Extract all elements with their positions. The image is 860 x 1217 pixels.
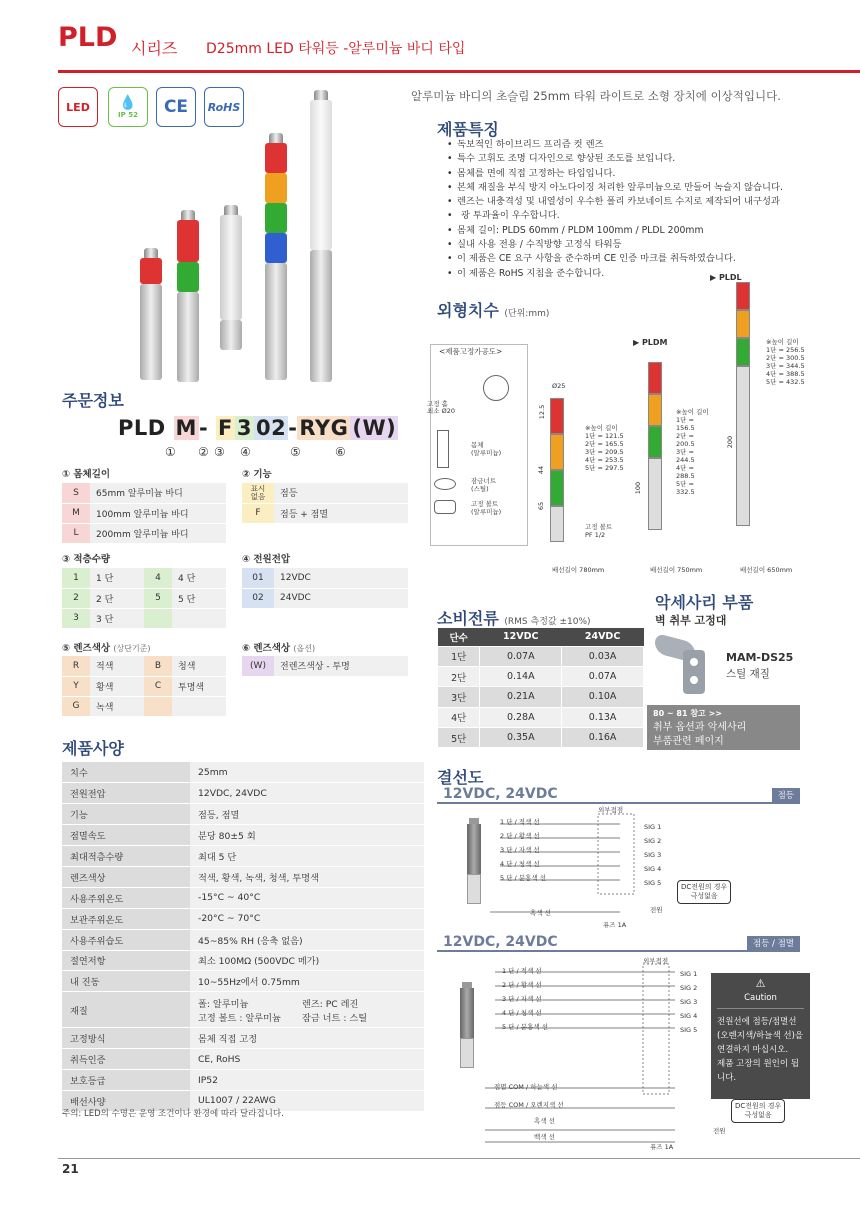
dim-200: 200	[726, 435, 735, 449]
wiring-diagram-2	[475, 962, 705, 1152]
spec-key: 보관주위온도	[62, 908, 190, 929]
order-title: 주문정보	[62, 391, 124, 410]
drop-icon: 💧	[119, 95, 137, 111]
spec-value: IP52	[190, 1070, 424, 1091]
sig-2: SIG 2	[644, 837, 662, 845]
code-lens: RYG	[299, 416, 349, 440]
num-5: ⑤	[290, 445, 301, 459]
pldl-drawing	[720, 278, 810, 580]
spec-row	[62, 866, 424, 887]
body-material: (알루미늄)	[471, 449, 502, 457]
sig-5-2: SIG 5	[680, 1026, 698, 1034]
spec-value: 45~85% RH (응축 없음)	[190, 929, 424, 950]
cable-length-2: 배선길이 750mm	[650, 566, 703, 574]
num-1: ①	[165, 445, 176, 459]
hole-size: 최소 Ø20	[427, 407, 456, 415]
group-lens-title: ⑤ 렌즈색상 (상단기준)	[62, 643, 151, 654]
page-number: 21	[62, 1162, 79, 1176]
spec-key: 최대적층수량	[62, 846, 190, 867]
dim-100: 100	[634, 481, 643, 495]
intro-text: 알루미늄 바디의 초슬림 25mm 타워 라이트로 소형 장치에 이상적입니다.	[411, 89, 781, 103]
dc-note-2: DC전원의 경우 극성없음	[731, 1099, 785, 1123]
plds-heights: ※높이 길이 1단 = 121.5 2단 = 165.5 3단 = 209.5 4단 = 253.5 5단 = 297.5	[585, 424, 624, 472]
pldm-label: ▶ PLDM	[633, 338, 668, 347]
black-wire-label-2: 흑색 선	[534, 1117, 555, 1125]
spec-row	[62, 971, 424, 992]
spec-value: 분당 80±5 회	[190, 825, 424, 846]
spec-key: 치수	[62, 762, 190, 783]
wiring-title: 결선도	[437, 768, 484, 787]
external-contact-label: 외부접점	[598, 806, 624, 814]
accessory-sub: 벽 취부 고정대	[655, 614, 727, 627]
dim-44: 44	[537, 465, 546, 475]
sig-3: SIG 3	[644, 851, 662, 859]
feature-item: • 몸체를 면에 직접 고정하는 타입입니다.	[447, 167, 783, 181]
white-wire-label: 백색 선	[534, 1133, 555, 1141]
body-drawing	[437, 430, 449, 468]
wire-1-label-2: 1 단 / 적색 선	[502, 967, 542, 975]
code-function: F	[217, 416, 233, 440]
spec-key: 고정방식	[62, 1028, 190, 1049]
spec-row	[62, 762, 424, 783]
spec-row	[62, 908, 424, 929]
code-dash: -	[198, 416, 209, 440]
code-prefix: PLD	[118, 416, 166, 440]
header-divider	[58, 70, 860, 73]
wire-3-label-2: 3 단 / 자색 선	[502, 995, 542, 1003]
wire-1-label: 1 단 / 적색 선	[500, 818, 540, 826]
plds-drawing	[535, 380, 630, 580]
accessory-material: 스틸 재질	[726, 668, 770, 680]
function-table: 표시 없음 점등 F 점등 + 점멸	[242, 483, 408, 524]
spec-value: 최소 100MΩ (500VDC 메가)	[190, 950, 424, 971]
current-table: 단수 12VDC 24VDC 1단 0.07A 0.03A 2단 0.14A 0.07A 3단 0.21A 0.10A 4단 0.28A 0.13A 5단 0.35A 0.16A	[437, 628, 644, 748]
num-6: ⑥	[335, 445, 346, 459]
feature-item: • 이 제품은 RoHS 지침을 준수합니다.	[447, 267, 783, 281]
spec-key: 절연저항	[62, 950, 190, 971]
features-title: 제품특징	[437, 120, 499, 139]
led-badge-icon	[58, 87, 98, 127]
order-code	[118, 416, 398, 440]
pldl-label: ▶ PLDL	[710, 273, 742, 282]
spec-key: 사용주위온도	[62, 887, 190, 908]
fuse-label-2: 퓨즈 1A	[650, 1143, 674, 1151]
spec-note: 주의: LED의 수명은 운영 조건이나 환경에 따라 달라집니다.	[62, 1109, 284, 1119]
spec-value: 폴: 알루미늄 렌즈: PC 레진 고정 볼트 : 알루미늄 잠금 너트 : 스틸	[190, 992, 424, 1028]
feature-item: • 본체 재질을 부식 방지 아노다이징 처리한 알루미늄으로 만들어 녹슬지 않습니다.	[447, 181, 783, 195]
caution-line: (오렌지색/하늘색 선)을	[717, 1031, 804, 1041]
dim-12-5: 12.5	[538, 404, 547, 420]
accessory-ref-link[interactable]	[647, 705, 800, 750]
spec-key: 재질	[62, 992, 190, 1028]
dimensions-title	[437, 298, 549, 321]
spec-key: 사용주위습도	[62, 929, 190, 950]
bracket-icon	[655, 628, 717, 694]
num-3: ③	[214, 445, 225, 459]
spec-row	[62, 1028, 424, 1049]
feature-item: • 독보적인 하이브리드 프리즘 컷 렌즈	[447, 138, 783, 152]
led-badge-text: LED	[66, 100, 90, 114]
spec-table	[62, 762, 424, 1112]
pldm-heights: ※높이 길이 1단 = 156.5 2단 = 200.5 3단 = 244.5 4단 = 288.5 5단 = 332.5	[676, 408, 709, 496]
power-label: 전원	[650, 906, 663, 914]
feature-item: • 광 투과율이 우수합니다.	[447, 209, 783, 223]
wire-5-label-2: 5 단 / 분홍색 선	[502, 1023, 548, 1031]
spec-row	[62, 804, 424, 825]
current-title: 소비전류 (RMS 측정값 ±10%)	[437, 609, 591, 628]
spec-value: 25mm	[190, 762, 424, 783]
spec-key: 기능	[62, 804, 190, 825]
wire-4-label-2: 4 단 / 청색 선	[502, 1009, 542, 1017]
sig-1-2: SIG 1	[680, 970, 698, 978]
pldm-drawing	[628, 352, 713, 580]
nut-drawing	[434, 478, 456, 490]
sig-1: SIG 1	[644, 823, 662, 831]
caution-title: Caution	[744, 993, 777, 1003]
wire-4-label: 4 단 / 청색 선	[500, 860, 540, 868]
fixing-hole-panel	[427, 344, 528, 546]
pf-size: PF 1/2	[585, 531, 606, 539]
spec-value: UL1007 / 22AWG	[190, 1090, 424, 1111]
footer-divider	[58, 1158, 860, 1159]
steady-com-label: 점등 COM / 오렌지색 선	[494, 1101, 564, 1109]
nut-material: (스틸)	[471, 485, 489, 493]
sig-5: SIG 5	[644, 879, 662, 887]
spec-key: 점멸속도	[62, 825, 190, 846]
group-tiers-title: ③ 적층수량	[62, 554, 111, 565]
page-subtitle: D25mm LED 타워등 -알루미늄 바디 타입	[206, 41, 466, 57]
bolt-drawing	[434, 500, 456, 514]
fixing-hole-title: <제품고정가공도>	[439, 347, 503, 356]
ce-badge-text: CE	[163, 97, 189, 117]
hole-label: 고정 홀	[427, 400, 448, 408]
ref-page: 80 ~ 81 참고 >>	[653, 709, 722, 718]
spec-value: 몸체 직접 고정	[190, 1028, 424, 1049]
spec-value: 12VDC, 24VDC	[190, 783, 424, 804]
caution-line: 전원선에 점등/점멸선	[717, 1017, 797, 1027]
spec-value: -15°C ~ 40°C	[190, 887, 424, 908]
wire-3-label: 3 단 / 자색 선	[500, 846, 540, 854]
spec-value: 최대 5 단	[190, 846, 424, 867]
spec-value: CE, RoHS	[190, 1049, 424, 1070]
fuse-label: 퓨즈 1A	[603, 921, 627, 929]
warning-icon: ⚠	[755, 977, 766, 990]
group-body-title: ① 몸체길이	[62, 469, 111, 480]
spec-key: 취득인증	[62, 1049, 190, 1070]
accessory-title: 악세사리 부품	[655, 593, 754, 612]
external-contact-label-2: 외부접점	[643, 957, 669, 965]
black-wire-label: 흑색 선	[530, 909, 551, 917]
spec-value: 점등, 점멸	[190, 804, 424, 825]
feature-item: • 몸체 길이: PLDS 60mm / PLDM 100mm / PLDL 200mm	[447, 224, 783, 238]
group-lens-option-title: ⑥ 렌즈색상 (옵션)	[242, 643, 316, 654]
dc-note-1: DC전원의 경우 극성없음	[677, 880, 731, 904]
power-label-2: 전원	[713, 1127, 726, 1135]
cable-length-1: 배선길이 780mm	[552, 566, 605, 574]
feature-item: • 렌즈는 내충격성 및 내열성이 우수한 폴리 카보네이트 수지로 제작되어 내구성과	[447, 195, 783, 209]
rohs-badge-text: RoHS	[207, 100, 241, 114]
spec-row	[62, 783, 424, 804]
spec-row-material	[62, 992, 424, 1028]
body-length-table: S 65mm 알루미늄 바디 M 100mm 알루미늄 바디 L 200mm 알루미늄 바디	[62, 483, 226, 544]
spec-row	[62, 846, 424, 867]
voltage-table: 01 12VDC 02 24VDC	[242, 568, 408, 609]
product-photo	[130, 90, 350, 390]
caution-line: 제품 고장의 원인이 됩니다.	[717, 1059, 800, 1083]
dimensions-title-text: 외형치수	[437, 301, 499, 320]
spec-key: 배선사양	[62, 1090, 190, 1111]
ref-text-1: 취부 옵션과 악세사리	[653, 722, 747, 733]
caution-box	[711, 973, 810, 1099]
flash-com-label: 점멸 COM / 하늘색 선	[494, 1083, 558, 1091]
dim-65: 65	[537, 501, 546, 511]
nut-label: 잠금너트	[471, 477, 497, 485]
group-function-title: ② 기능	[242, 469, 272, 480]
lens-table: R 적색 B 청색 Y 황색 C 투명색 G 녹색	[62, 656, 226, 717]
group-voltage-title: ④ 전원전압	[242, 554, 291, 565]
num-4: ④	[240, 445, 251, 459]
wire-2-label-2: 2 단 / 황색 선	[502, 981, 542, 989]
code-lens-option: (W)	[352, 416, 397, 440]
spec-value: -20°C ~ 70°C	[190, 908, 424, 929]
wire-5-label: 5 단 / 분홍색 선	[500, 874, 546, 882]
spec-row	[62, 1049, 424, 1070]
wire-2-label: 2 단 / 황색 선	[500, 832, 540, 840]
code-voltage: 02	[255, 416, 287, 440]
features-list	[447, 138, 783, 281]
code-tiers: 3	[236, 416, 252, 440]
sig-4-2: SIG 4	[680, 1012, 698, 1020]
code-dash: -	[288, 416, 298, 440]
tiers-table: 1 1 단 4 4 단 2 2 단 5 5 단 3 3 단	[62, 568, 226, 629]
spec-row	[62, 887, 424, 908]
feature-item: • 실내 사용 전용 / 수직방향 고정식 타워등	[447, 238, 783, 252]
spec-value: 10~55Hz에서 0.75mm	[190, 971, 424, 992]
dimensions-unit: (단위:mm)	[504, 309, 550, 319]
sig-4: SIG 4	[644, 865, 662, 873]
ref-text-2: 부품관련 페이지	[653, 736, 724, 747]
caution-line: 연결하지 마십시오.	[717, 1045, 789, 1055]
lens-option-table: (W) 전렌즈색상 - 투명	[242, 656, 408, 677]
code-body: M	[175, 416, 197, 440]
bolt-label: 고정 볼트	[471, 500, 499, 508]
accessory-model: MAM-DS25	[726, 651, 794, 664]
spec-key: 내 진동	[62, 971, 190, 992]
feature-item: • 특수 고휘도 조명 디자인으로 향상된 조도를 보입니다.	[447, 152, 783, 166]
wiring-tower-2	[459, 982, 475, 1072]
body-label: 몸체	[471, 441, 484, 449]
feature-item: • 이 제품은 CE 요구 사항을 준수하며 CE 인증 마크를 취득하였습니다.	[447, 252, 783, 266]
wiring-header-2: 12VDC, 24VDC 점등 / 점멸	[437, 936, 800, 952]
page-title: PLD	[58, 22, 118, 53]
spec-value: 적색, 황색, 녹색, 청색, 투명색	[190, 866, 424, 887]
pldl-heights: ※높이 길이 1단 = 256.5 2단 = 300.5 3단 = 344.5 4단 = 388.5 5단 = 432.5	[766, 338, 805, 386]
spec-key: 보호등급	[62, 1070, 190, 1091]
spec-row	[62, 825, 424, 846]
spec-title: 제품사양	[62, 739, 124, 758]
sig-3-2: SIG 3	[680, 998, 698, 1006]
spec-row	[62, 950, 424, 971]
bolt-material: (알루미늄)	[471, 508, 502, 516]
spec-key: 전원전압	[62, 783, 190, 804]
hole-circle-icon	[483, 375, 509, 401]
pf-bolt-label: 고정 볼트	[585, 523, 613, 531]
diameter-label: Ø25	[552, 382, 566, 390]
sig-2-2: SIG 2	[680, 984, 698, 992]
wiring-header-1: 12VDC, 24VDC 점등	[437, 788, 800, 804]
spec-row	[62, 1070, 424, 1091]
series-label: 시리즈	[131, 39, 178, 58]
cable-length-3: 배선길이 650mm	[740, 566, 793, 574]
spec-key: 렌즈색상	[62, 866, 190, 887]
ip-badge-text: IP 52	[118, 111, 138, 119]
num-2: ②	[198, 445, 209, 459]
spec-row	[62, 929, 424, 950]
